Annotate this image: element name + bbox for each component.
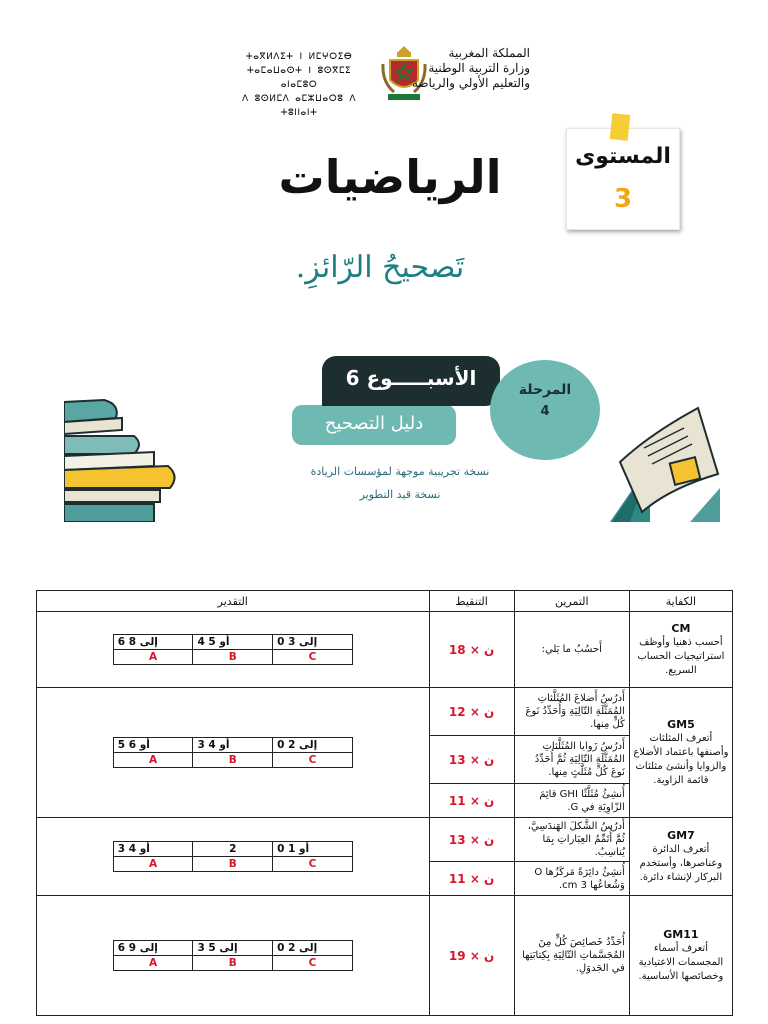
exercise-cell: أَحسُبُ ما يَلي: [514,612,629,688]
grade-letter: B [193,650,273,665]
exercise-cell: أُنشِئُ دائِرَةً مَركَزُها O وَشُعاعُها 3 cm. [514,862,629,896]
competency-code: CM [671,621,691,635]
exercise-cell: أَدرُسُ أَضلاعَ المُثَلَّثاتِ المُمَثَّلَةِ التّالِيَةِ وَأُحَدِّدُ نَوعَ كُلٍّ مِنها. [514,688,629,736]
page-subtitle: تَصحيحُ الرّائزِ. [295,250,465,285]
grade-letter: C [273,956,353,971]
tifinagh-line: ⴷ ⵓⵙⵍⵎⴷ ⴰⵎⵣⵡⴰⵔⵓ ⴷ ⵜⵓⵏⵏⴰⵏⵜ [242,94,356,118]
header-competency: الكفاية [629,591,732,612]
score-cell: 1ن × 1 [429,784,514,818]
grade-letter: A [113,956,193,971]
exercise-cell: أَدرُسُ الشَّكلَ الهَندَسِيَّ، ثُمَّ أُتَمِّمُ العِبَاراتِ بِمَا يُناسِبُ. [514,818,629,862]
grade-letter: A [113,753,193,768]
score-cell: 1ن × 3 [429,818,514,862]
header-line: المملكة المغربية [448,46,530,60]
table-row [37,612,733,688]
table-row [37,896,733,1016]
table-header-row [37,591,733,612]
level-label: المستوى [575,144,671,169]
grade-letter: C [273,753,353,768]
trial-note: نسخة تجريبية موجهة لمؤسسات الريادة [310,465,490,478]
grade-range: 0 أو 1 [273,842,353,857]
grade-letter: A [113,857,193,872]
phase-badge [490,360,600,460]
competency-cell [629,688,732,818]
competency-cell [629,896,732,1016]
grade-range: 6 إلى 9 [113,941,193,956]
grade-letter: A [113,650,193,665]
exercise-cell: أُنشِئُ مُثَلَّثًا GHI قائِمَ الزّاوِيَةِ في G. [514,784,629,818]
open-book-illustration [590,404,720,522]
score-cell: 1ن × 8 [429,612,514,688]
competency-cell [629,818,732,896]
grade-cell [37,818,430,896]
grade-table [113,841,353,872]
competency-code: GM7 [667,828,695,842]
grade-letter: B [193,857,273,872]
grade-range: 3 أو 4 [113,842,193,857]
score-cell: 1ن × 1 [429,862,514,896]
header-line: وزارة التربية الوطنية [428,61,530,75]
competency-code: GM5 [667,717,695,731]
tifinagh-header [226,50,372,120]
competency-text: أتعرف المثلثات وأصنفها باعتماد الأضلاع والزوايا وأنشئ مثلثات قائمة الزاوية. [633,732,729,786]
table-row [37,688,733,736]
grade-letter: B [193,956,273,971]
score-cell: 1ن × 9 [429,896,514,1016]
tape-decoration [610,113,631,141]
correction-guide-label: دليل التصحيح [292,405,456,445]
grade-table [113,737,353,768]
week-banner: الأسبـــــوع 6 [322,356,500,406]
level-number: 3 [613,184,633,214]
competency-text: أحسب ذهنيا وأوظف استراتيجيات الحساب السريع. [637,636,725,676]
competency-text: أتعرف أسماء المجسمات الاعتيادية وخصائصها الأساسية. [638,942,724,982]
grade-range: 6 إلى 8 [113,635,193,650]
score-cell: 1ن × 2 [429,688,514,736]
table-row [37,818,733,862]
page-title: الرياضيات [278,150,502,204]
grade-range: 3 إلى 5 [193,941,273,956]
grade-range: 3 أو 4 [193,738,273,753]
grade-range: 0 إلى 2 [273,738,353,753]
score-cell: 1ن × 3 [429,736,514,784]
level-card [566,128,680,230]
header-exercise: التمرين [514,591,629,612]
grade-range: 4 أو 5 [193,635,273,650]
competency-text: أتعرف الدائرة وعناصرها، وأستخدم البركار لإنشاء دائرة. [639,843,723,883]
grade-range: 0 إلى 2 [273,941,353,956]
grade-letter: C [273,857,353,872]
grade-range: 2 [193,842,273,857]
ministry-header [370,46,530,91]
grade-cell [37,612,430,688]
header-evaluation: التقدير [37,591,430,612]
books-left-illustration [64,396,184,522]
grade-range: 5 أو 6 [113,738,193,753]
tifinagh-line: ⵜⴰⴳⵍⴷⵉⵜ ⵏ ⵍⵎⵖⵔⵉⴱ [245,52,353,62]
phase-label: المرحلة [518,382,572,398]
header-line: والتعليم الأولي والرياضة [411,76,530,90]
development-note: نسخة قيد التطوير [359,488,441,501]
header-score: التنقيط [429,591,514,612]
exercise-cell: أُحَدِّدُ خَصائِصَ كُلٍّ مِنَ المُجَسَّماتِ التّالِيَةِ بِكِتابَتِها في الجَدوَلِ. [514,896,629,1016]
grade-table [113,634,353,665]
correction-table [36,590,733,1016]
phase-number: 4 [540,404,550,419]
grade-range: 0 إلى 3 [273,635,353,650]
exercise-cell: أَدرُسُ زَوايا المُثَلَّثاتِ المُمَثَّلَةِ التّالِيَةِ ثُمَّ أُحَدِّدُ نَوعَ كُلِّ مُثَلَّثٍ مِنها. [514,736,629,784]
competency-cell [629,612,732,688]
grade-letter: C [273,650,353,665]
grade-table [113,940,353,971]
grade-cell [37,688,430,818]
competency-code: GM11 [663,927,699,941]
grade-letter: B [193,753,273,768]
tifinagh-line: ⵜⴰⵎⴰⵡⴰⵙⵜ ⵏ ⵓⵙⴳⵎⵉ ⴰⵏⴰⵎⵓⵔ [246,66,352,90]
grade-cell [37,896,430,1016]
